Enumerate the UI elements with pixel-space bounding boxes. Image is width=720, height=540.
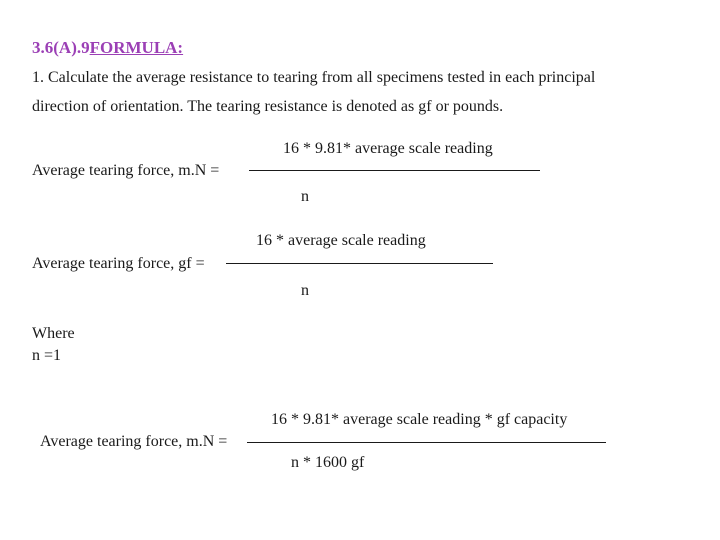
formula2-denominator: n [301,282,309,299]
section-heading [32,38,183,58]
formula2-lhs: Average tearing force, gf = [32,255,205,272]
formula2-fraction-bar [226,263,493,264]
formula1-lhs: Average tearing force, m.N = [32,162,220,179]
formula1-fraction-bar [249,170,540,171]
formula3-denominator: n * 1600 gf [291,454,365,471]
formula3-fraction-bar [247,442,606,443]
formula2-numerator: 16 * average scale reading [256,232,426,249]
formula3-numerator: 16 * 9.81* average scale reading * gf capacity [271,411,568,428]
formula1-numerator: 16 * 9.81* average scale reading [283,140,493,157]
intro-line-1: 1. Calculate the average resistance to tearing from all specimens tested in each principal [32,69,596,86]
formula1-denominator: n [301,188,309,205]
formula3-lhs: Average tearing force, m.N = [40,433,228,450]
intro-line-2: direction of orientation. The tearing resistance is denoted as gf or pounds. [32,98,504,115]
section-number: 3.6(A).9 [32,38,90,57]
section-label: FORMULA: [89,38,184,57]
where-label: Where [32,325,75,342]
where-value: n =1 [32,347,62,364]
